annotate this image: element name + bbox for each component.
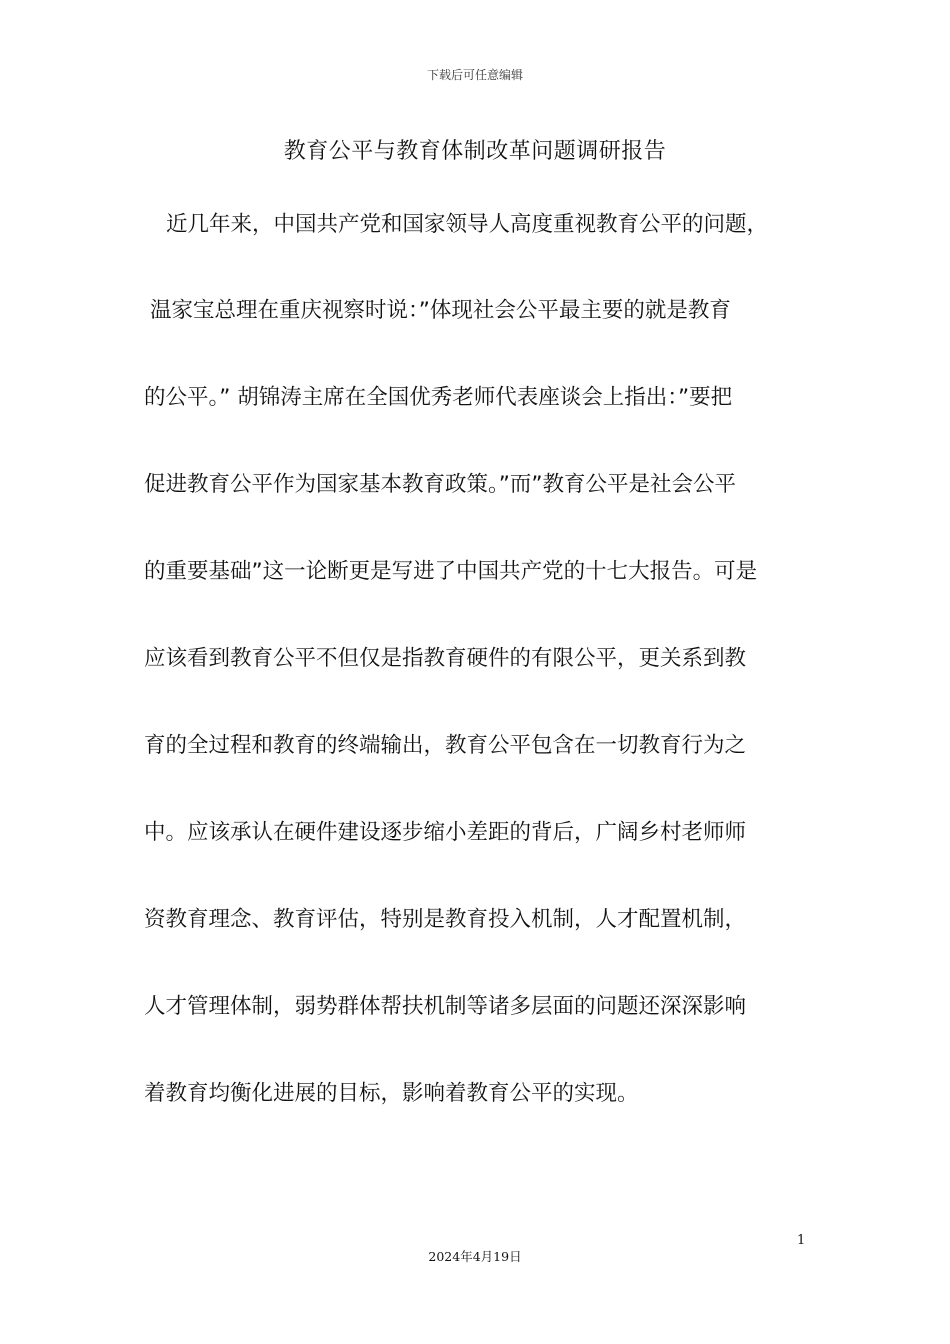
document-title: 教育公平与教育体制改革问题调研报告 xyxy=(283,139,667,164)
body-line: 着教育均衡化进展的目标，影响着教育公平的实现。 xyxy=(144,1081,639,1106)
body-line: 温家宝总理在重庆视察时说：”体现社会公平最主要的就是教育 xyxy=(150,298,731,323)
footer-date: 2024年4月19日 xyxy=(428,1249,522,1264)
body-line: 育的全过程和教育的终端输出，教育公平包含在一切教育行为之 xyxy=(144,733,747,758)
body-line: 中。应该承认在硬件建设逐步缩小差距的背后，广阔乡村老师师 xyxy=(144,820,747,845)
body-line: 人才管理体制，弱势群体帮扶机制等诸多层面的问题还深深影响 xyxy=(144,994,747,1019)
header-note: 下载后可任意编辑 xyxy=(426,68,523,82)
page-number: 1 xyxy=(797,1233,806,1248)
body-line: 的重要基础”这一论断更是写进了中国共产党的十七大报告。可是 xyxy=(144,559,758,584)
body-line: 促进教育公平作为国家基本教育政策。”而”教育公平是社会公平 xyxy=(144,472,737,497)
body-line: 的公平。” 胡锦涛主席在全国优秀老师代表座谈会上指出：”要把 xyxy=(144,385,733,410)
body-line: 近几年来，中国共产党和国家领导人高度重视教育公平的问题， xyxy=(166,212,769,237)
body-line: 应该看到教育公平不但仅是指教育硬件的有限公平，更关系到教 xyxy=(144,646,747,671)
body-line: 资教育理念、教育评估，特别是教育投入机制，人才配置机制， xyxy=(144,907,747,932)
